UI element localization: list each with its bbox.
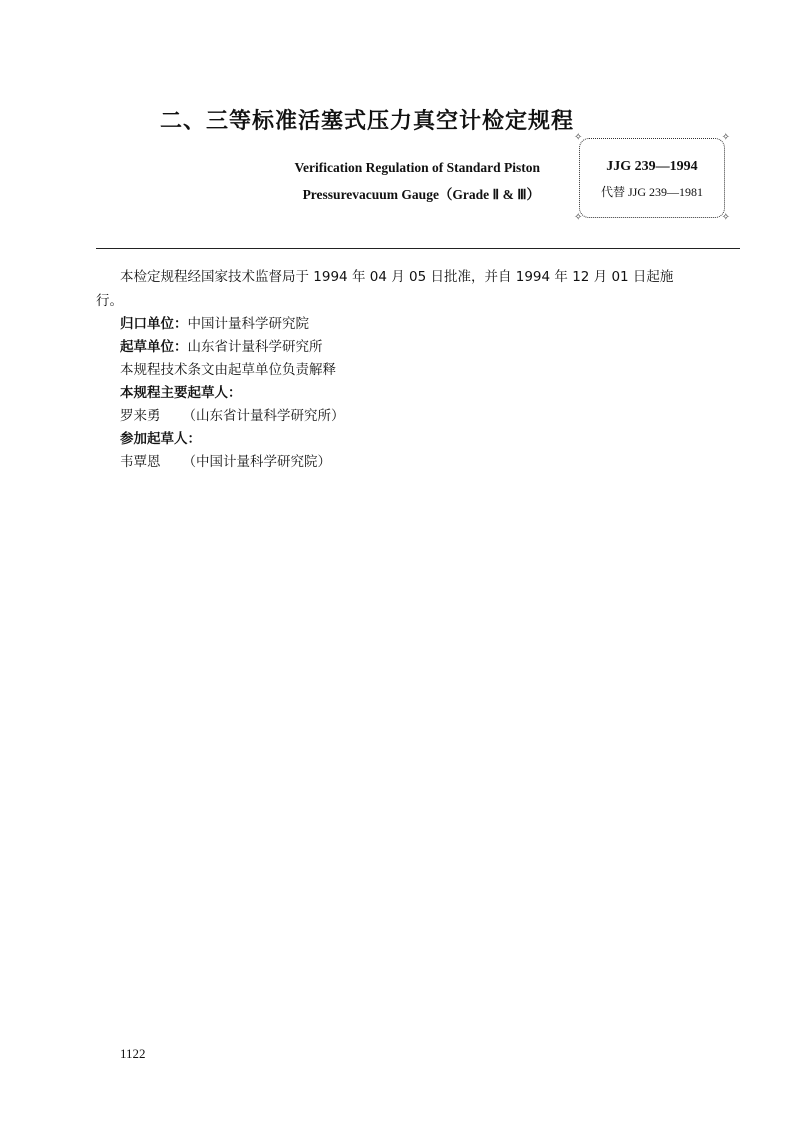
centralized-unit-label: 归口单位： (120, 316, 188, 332)
document-title-cn: 二、三等标准活塞式压力真空计检定规程 (160, 109, 575, 134)
drafting-unit-label: 起草单位： (120, 339, 188, 355)
drafting-unit-line (120, 337, 323, 357)
document-title-en-line2: Pressurevacuum Gauge（Grade Ⅱ & Ⅲ） (302, 187, 540, 202)
participants-label: 参加起草人： (120, 431, 201, 447)
main-drafters-label-line (120, 383, 242, 403)
page-number: 1122 (120, 1046, 146, 1061)
approval-text-line1: 本检定规程经国家技术监督局于 1994 年 04 月 05 日批准，并自 1994 年 12 月 01 日起施 (120, 269, 674, 285)
centralized-unit-value: 中国计量科学研究院 (187, 316, 309, 332)
standard-code-box (574, 132, 730, 223)
participant-line (120, 452, 331, 472)
approval-text-line2: 行。 (96, 293, 123, 309)
standard-code: JJG 239—1994 (606, 159, 698, 174)
star-ornament-icon: ✧ (721, 132, 730, 143)
star-ornament-icon: ✧ (574, 132, 583, 143)
interpretation-note: 本规程技术条文由起草单位负责解释 (120, 362, 336, 378)
participant-org: （中国计量科学研究院） (182, 454, 331, 470)
centralized-unit-line (120, 314, 309, 334)
main-drafters-label: 本规程主要起草人： (120, 385, 242, 401)
main-drafter-name: 罗来勇 (120, 408, 161, 424)
participants-label-line (120, 429, 201, 449)
star-ornament-icon: ✧ (574, 212, 583, 223)
main-drafter-line (120, 406, 345, 426)
header-divider (96, 248, 740, 249)
drafting-unit-value: 山东省计量科学研究所 (187, 339, 323, 355)
main-drafter-org: （山东省计量科学研究所） (182, 408, 345, 424)
document-title-en-line1: Verification Regulation of Standard Piston (294, 160, 540, 175)
star-ornament-icon: ✧ (721, 212, 730, 223)
participant-name: 韦覃恩 (120, 454, 161, 470)
replaces-code: 代替 JJG 239—1981 (600, 185, 703, 199)
